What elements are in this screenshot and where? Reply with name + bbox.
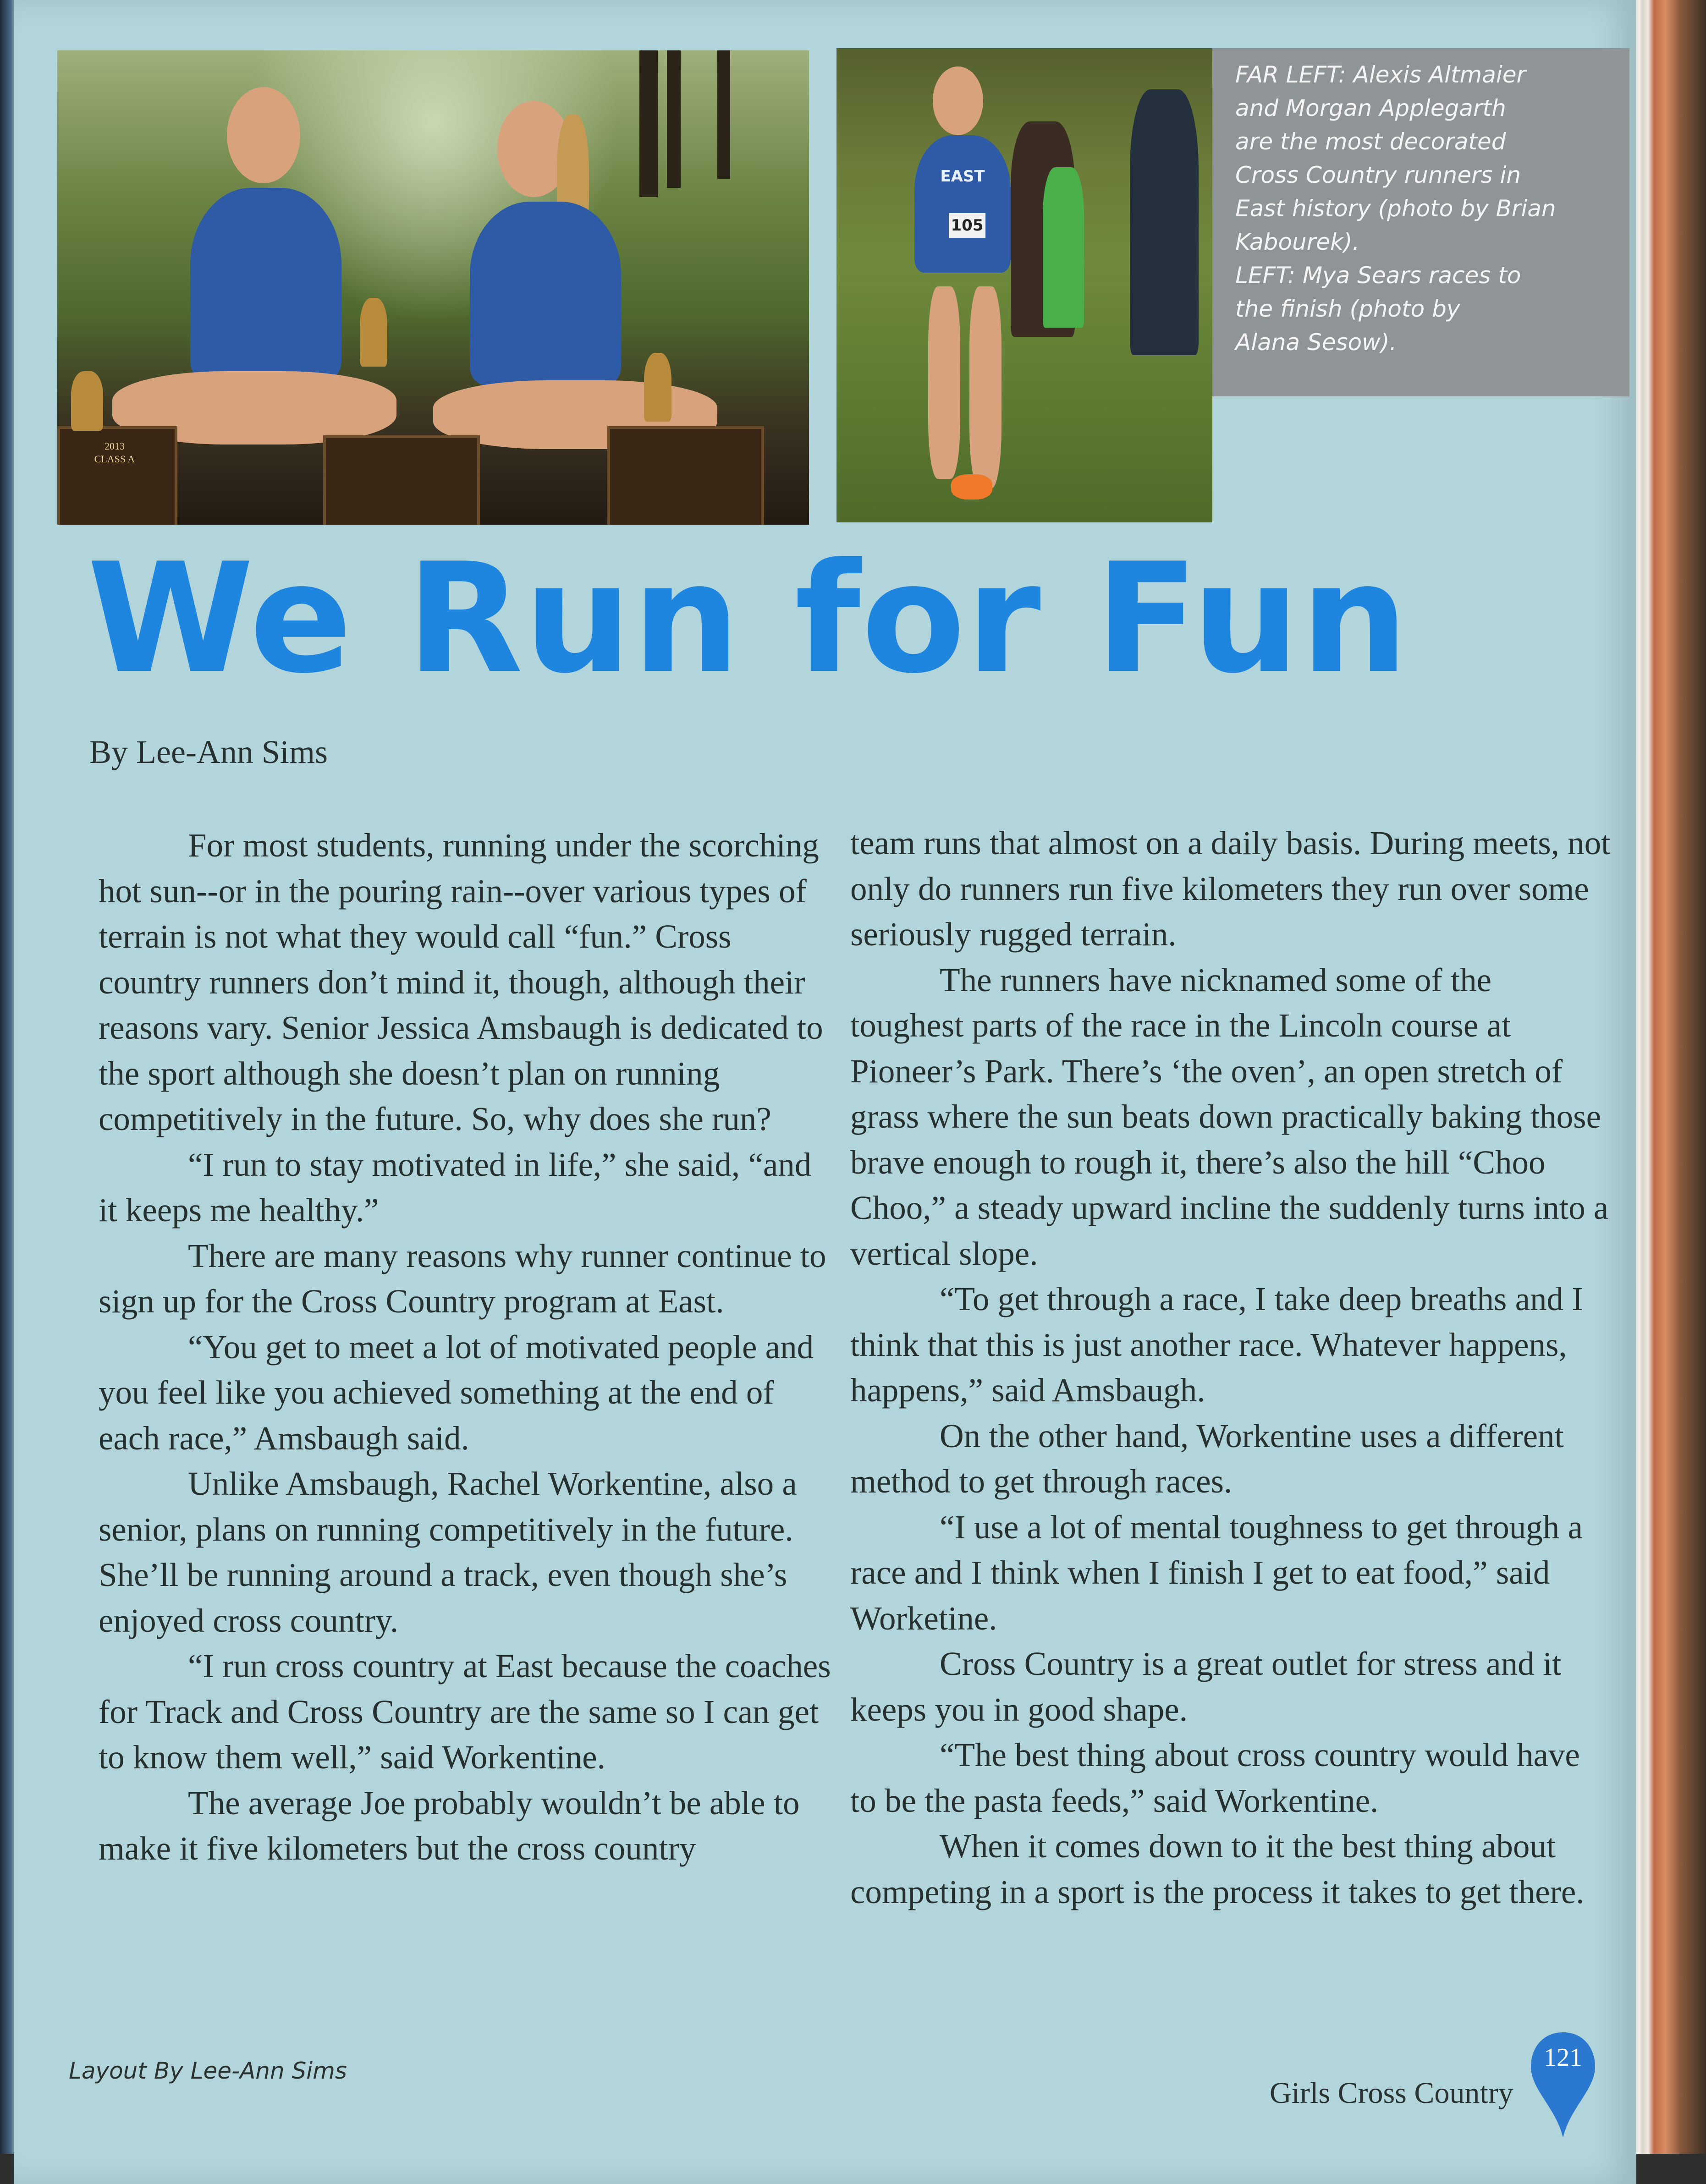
runner-head (933, 66, 983, 135)
trophy-plaque (607, 426, 764, 525)
paragraph: The average Joe probably wouldn’t be able to make it five kilometers but the cross country (99, 1784, 800, 1867)
tree-trunk (639, 50, 658, 197)
article-column-left (99, 823, 832, 1871)
section-name: Girls Cross Country (1270, 2076, 1513, 2110)
spectator (1043, 167, 1084, 328)
layout-credit: Layout By Lee-Ann Sims (69, 2058, 347, 2084)
trophy-plaque (323, 435, 480, 525)
jersey-text: EAST (940, 167, 985, 186)
photo-caption-box (1212, 48, 1629, 396)
scan-right-edge (1632, 0, 1706, 2184)
paragraph: There are many reasons why runner continue to sign up for the Cross Country program at East. (99, 1237, 826, 1320)
spectator (1130, 89, 1199, 355)
plaque-label: 2013 CLASS A (94, 440, 135, 465)
runner-jersey (190, 188, 341, 380)
paragraph: “I run to stay motivated in life,” she said, “and it keeps me healthy.” (99, 1146, 812, 1229)
trophy-figure (644, 353, 671, 422)
runner-legs (969, 286, 1002, 488)
paragraph: “I run cross country at East because the coaches for Track and Cross Country are the same so I can get to know them well,” said Workentine. (99, 1647, 831, 1776)
paragraph: Cross Country is a great outlet for stress and it keeps you in good shape. (850, 1645, 1562, 1728)
trophy-figure (360, 298, 387, 367)
paragraph: For most students, running under the scorching hot sun--or in the pouring rain--over various types of terrain is not what they would call “fun.” Cross country runners don’t mind it, though, although their reasons vary. Senior Jessica Amsbaugh is dedicated to the sport although she doesn’t plan on running competitively in the future. So, why does she run? (99, 827, 823, 1137)
photo-caption: FAR LEFT: Alexis Altmaier and Morgan Applegarth are the most decorated Cross Country runners in East history (photo by Brian Kabourek). LEFT: Mya Sears races to the finish (photo by Alana Sesow). (1235, 61, 1556, 356)
trophy-figure (71, 371, 103, 431)
running-shoe (951, 474, 992, 499)
tree-trunk (717, 50, 730, 179)
race-bib: 105 (949, 213, 985, 238)
runner-jersey (470, 202, 621, 385)
tree-trunk (667, 50, 681, 188)
article-column-right (850, 820, 1611, 1915)
paragraph-continuation: team runs that almost on a daily basis. During meets, not only do runners run five kilometers they run over some seriously rugged terrain. (850, 824, 1611, 953)
byline: By Lee-Ann Sims (89, 734, 328, 770)
runner-legs (928, 286, 960, 479)
paragraph: On the other hand, Workentine uses a different method to get through races. (850, 1417, 1564, 1500)
article-title: We Run for Fun (87, 531, 1409, 707)
paragraph: The runners have nicknamed some of the toughest parts of the race in the Lincoln course at Pioneer’s Park. There’s ‘the oven’, an open stretch of grass where the sun beats down practically baking those brave enough to rough it, there’s also the hill “Choo Choo,” a steady upward incline the suddenly turns into a vertical slope. (850, 961, 1609, 1272)
paragraph: “To get through a race, I take deep breaths and I think that this is just another race. Whatever happens, happens,” said Amsbaugh. (850, 1280, 1583, 1409)
photo-runners-with-trophies (57, 50, 809, 525)
page-number-marker (1529, 2030, 1597, 2140)
paragraph: Unlike Amsbaugh, Rachel Workentine, also a senior, plans on running competitively in the future. She’ll be running around a track, even though she’s enjoyed cross country. (99, 1465, 797, 1639)
runner-jersey (914, 135, 1011, 273)
page-number: 121 (1544, 2043, 1582, 2072)
paragraph: When it comes down to it the best thing about competing in a sport is the process it takes to get there. (850, 1827, 1585, 1910)
paragraph: “The best thing about cross country would have to be the pasta feeds,” said Workentine. (850, 1736, 1580, 1819)
runner-head (227, 87, 300, 183)
paragraph: “I use a lot of mental toughness to get through a race and I think when I finish I get to eat food,” said Worketine. (850, 1508, 1583, 1637)
paragraph: “You get to meet a lot of motivated people and you feel like you achieved something at the end of each race,” Amsbaugh said. (99, 1328, 814, 1457)
photo-runner-racing (836, 48, 1212, 522)
